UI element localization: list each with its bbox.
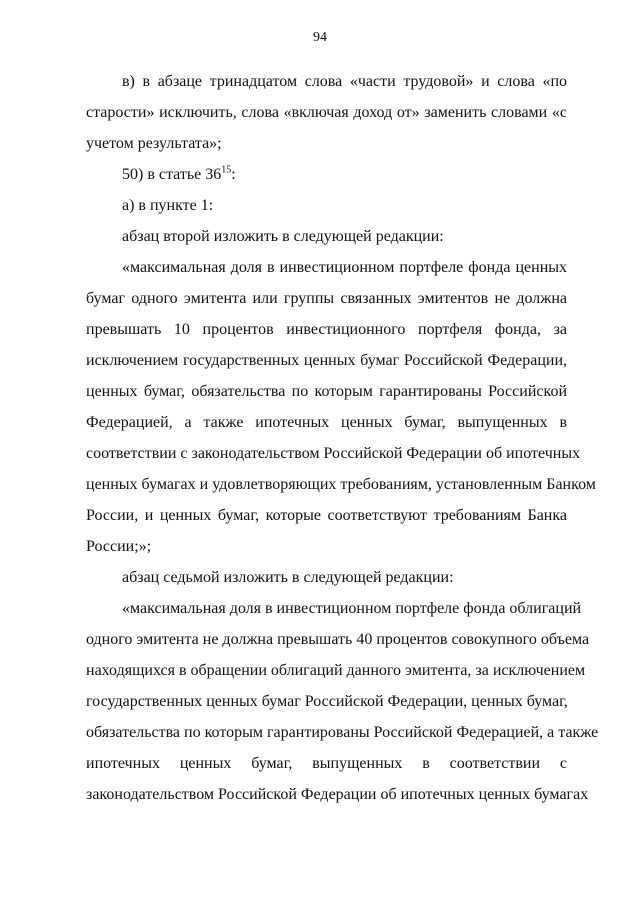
text-line: абзац второй изложить в следующей редакции: xyxy=(122,228,444,245)
text-line: ценных бумаг, обязательства по которым гарантированы Российской xyxy=(86,383,567,400)
text-line: «максимальная доля в инвестиционном портфеле фонда ценных xyxy=(122,259,567,276)
paragraph-quote-2 xyxy=(86,593,599,810)
text-line: России;»; xyxy=(86,538,152,555)
document-body xyxy=(86,66,599,810)
item-50-text: 50) в статье 36 xyxy=(122,166,222,183)
paragraph-abzac-vtoroy xyxy=(86,221,567,252)
text-line: бумаг одного эмитента или группы связанных эмитентов не должна xyxy=(86,290,567,307)
text-line xyxy=(86,159,567,190)
text-line: соответствии с законодательством Российской Федерации об ипотечных xyxy=(86,445,581,462)
text-line: находящихся в обращении облигаций данного эмитента, за исключением xyxy=(86,662,586,679)
paragraph-quote-1 xyxy=(86,252,596,562)
text-line: абзац седьмой изложить в следующей редакции: xyxy=(122,569,454,586)
page-number: 94 xyxy=(313,30,327,45)
paragraph-item-50 xyxy=(86,159,567,190)
text-line: «максимальная доля в инвестиционном портфеле фонда облигаций xyxy=(122,600,582,617)
paragraph-abzac-sedmoy xyxy=(86,562,567,593)
text-line: а) в пункте 1: xyxy=(122,197,214,214)
text-line: России, и ценных бумаг, которые соответствуют требованиям Банка xyxy=(86,507,567,524)
text-line: государственных ценных бумаг Российской Федерации, ценных бумаг, xyxy=(86,693,568,710)
text-line: ипотечных ценных бумаг, выпущенных в соответствии с xyxy=(86,755,567,772)
text-line: превышать 10 процентов инвестиционного портфеля фонда, за xyxy=(86,321,567,338)
text-line: старости» исключить, слова «включая доход от» заменить словами «с xyxy=(86,104,567,121)
text-line: законодательством Российской Федерации об ипотечных ценных бумагах xyxy=(86,786,589,803)
text-line: ценных бумагах и удовлетворяющих требованиям, установленным Банком xyxy=(86,476,596,493)
text-line: обязательства по которым гарантированы Российской Федерацией, а также xyxy=(86,724,599,741)
text-line: учетом результата»; xyxy=(86,135,222,152)
text-line: в) в абзаце тринадцатом слова «части трудовой» и слова «по xyxy=(122,73,567,90)
paragraph-a xyxy=(86,190,567,221)
text-line: Федерацией, а также ипотечных ценных бумаг, выпущенных в xyxy=(86,414,567,431)
text-line: одного эмитента не должна превышать 40 процентов совокупного объема xyxy=(86,631,590,648)
paragraph-v xyxy=(86,66,567,159)
text-line: исключением государственных ценных бумаг Российской Федерации, xyxy=(86,352,567,369)
footnote-superscript: 15 xyxy=(221,164,232,176)
item-50-colon: : xyxy=(231,166,236,183)
